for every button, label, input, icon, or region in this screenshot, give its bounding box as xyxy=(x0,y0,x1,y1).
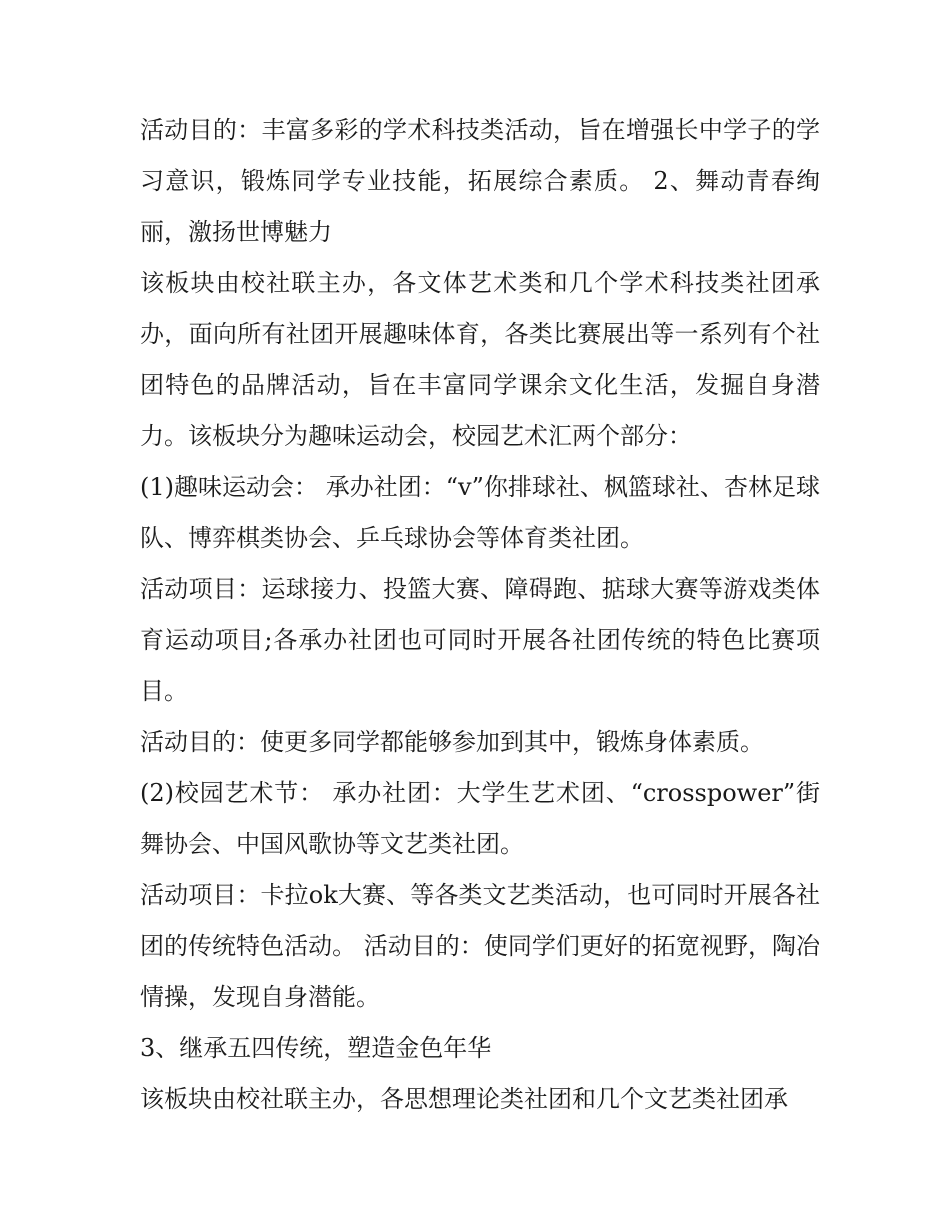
paragraph-campus-art-festival: (2)校园艺术节： 承办社团：大学生艺术团、“crosspower”街舞协会、中国风歌协等文艺类社团。 xyxy=(140,779,820,858)
document-body xyxy=(140,105,820,1125)
paragraph-sports-activity-items: 活动项目：运球接力、投篮大赛、障碍跑、掂球大赛等游戏类体育运动项目;各承办社团也可同时开展各社团传统的特色比赛项目。 xyxy=(140,575,820,705)
paragraph-activity-goal-academic: 活动目的：丰富多彩的学术科技类活动，旨在增强长中学子的学习意识，锻炼同学专业技能，拓展综合素质。 2、舞动青春绚丽，激扬世博魅力 xyxy=(140,116,820,246)
paragraph-art-activity-items: 活动项目：卡拉ok大赛、等各类文艺类活动，也可同时开展各社团的传统特色活动。 活动目的：使同学们更好的拓宽视野，陶冶情操，发现自身潜能。 xyxy=(140,881,820,1011)
section-heading-may-fourth: 3、继承五四传统，塑造金色年华 xyxy=(140,1034,492,1062)
paragraph-may-fourth-intro: 该板块由校社联主办，各思想理论类社团和几个文艺类社团承 xyxy=(140,1085,788,1113)
paragraph-sports-arts-intro: 该板块由校社联主办，各文体艺术类和几个学术科技类社团承办，面向所有社团开展趣味体育，各类比赛展出等一系列有个社团特色的品牌活动，旨在丰富同学课余文化生活，发掘自身潜力。该板块分为趣味运动会，校园艺术汇两个部分： xyxy=(140,269,820,450)
paragraph-sports-activity-goal: 活动目的：使更多同学都能够参加到其中，锻炼身体素质。 xyxy=(140,728,764,756)
paragraph-fun-sports-meet: (1)趣味运动会： 承办社团：“v”你排球社、枫篮球社、杏林足球队、博弈棋类协会、乒乓球协会等体育类社团。 xyxy=(140,473,820,552)
